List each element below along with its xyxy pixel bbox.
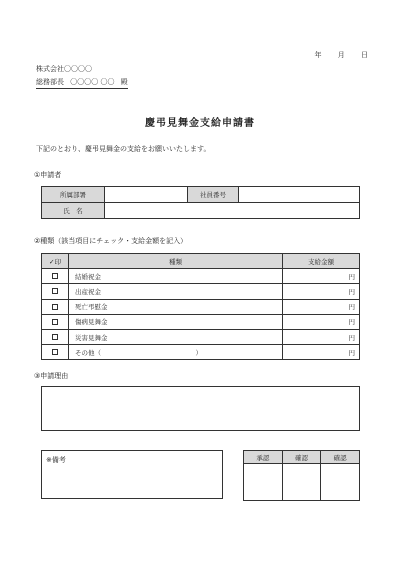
reason-field[interactable] [41, 386, 360, 431]
company-name: 株式会社〇〇〇〇 [36, 65, 92, 73]
type-name: 死亡弔慰金 [69, 299, 283, 314]
recipient-title: 総務部長 [36, 78, 64, 86]
type-name: 結婚祝金 [69, 269, 283, 284]
table-row [42, 314, 360, 329]
col-type-header: 種類 [69, 254, 283, 269]
applicant-heading: ①申請者 [34, 171, 62, 179]
approval-stamp-1[interactable] [244, 464, 283, 501]
date-line [301, 50, 368, 60]
checkbox[interactable] [52, 349, 58, 355]
other-close: ） [195, 348, 202, 357]
amount-field[interactable]: 円 [283, 345, 360, 360]
date-day: 日 [361, 51, 368, 59]
amount-field[interactable]: 円 [283, 284, 360, 299]
type-heading: ②種類（該当項目にチェック・支給金額を記入） [34, 237, 188, 245]
col-amount-header: 支給金額 [283, 254, 360, 269]
checkbox[interactable] [52, 319, 58, 325]
approval-header-1: 承認 [244, 451, 283, 464]
type-table [41, 253, 360, 360]
recipient-name: 〇〇〇〇 〇〇 [70, 78, 115, 86]
employee-no-label: 社員番号 [188, 187, 239, 203]
approval-table [243, 450, 360, 501]
amount-field[interactable]: 円 [283, 299, 360, 314]
date-year: 年 [314, 51, 322, 59]
honorific: 殿 [120, 78, 128, 86]
date-month: 月 [337, 51, 345, 59]
checkbox[interactable] [52, 273, 58, 279]
table-row [42, 299, 360, 314]
name-field[interactable] [105, 203, 360, 219]
checkbox[interactable] [52, 334, 58, 340]
type-name: 出産祝金 [69, 284, 283, 299]
employee-no-field[interactable] [239, 187, 360, 203]
applicant-table [41, 186, 360, 219]
table-row [42, 269, 360, 284]
checkbox[interactable] [52, 288, 58, 294]
approval-stamp-3[interactable] [321, 464, 360, 501]
other-type[interactable] [69, 345, 283, 360]
department-label: 所属部署 [42, 187, 105, 203]
approval-header-2: 確認 [282, 451, 321, 464]
intro-text: 下記のとおり、慶弔見舞金の支給をお願いいたします。 [36, 145, 211, 153]
table-row [42, 345, 360, 360]
approval-header-3: 確認 [321, 451, 360, 464]
name-label: 氏 名 [42, 203, 105, 219]
page-title: 慶弔見舞金支給申請書 [145, 118, 255, 129]
checkbox[interactable] [52, 304, 58, 310]
notes-label: ※備考 [46, 456, 66, 464]
type-name: その他（ [75, 348, 101, 357]
type-name: 傷病見舞金 [69, 314, 283, 329]
type-name: 災害見舞金 [69, 329, 283, 344]
reason-heading: ③申請理由 [34, 372, 69, 380]
notes-box[interactable] [41, 450, 223, 499]
department-field[interactable] [105, 187, 188, 203]
approval-stamp-2[interactable] [282, 464, 321, 501]
table-row [42, 329, 360, 344]
table-row [42, 284, 360, 299]
col-check-header: ✓印 [42, 254, 69, 269]
amount-field[interactable]: 円 [283, 329, 360, 344]
amount-field[interactable]: 円 [283, 314, 360, 329]
recipient [36, 77, 128, 89]
amount-field[interactable]: 円 [283, 269, 360, 284]
